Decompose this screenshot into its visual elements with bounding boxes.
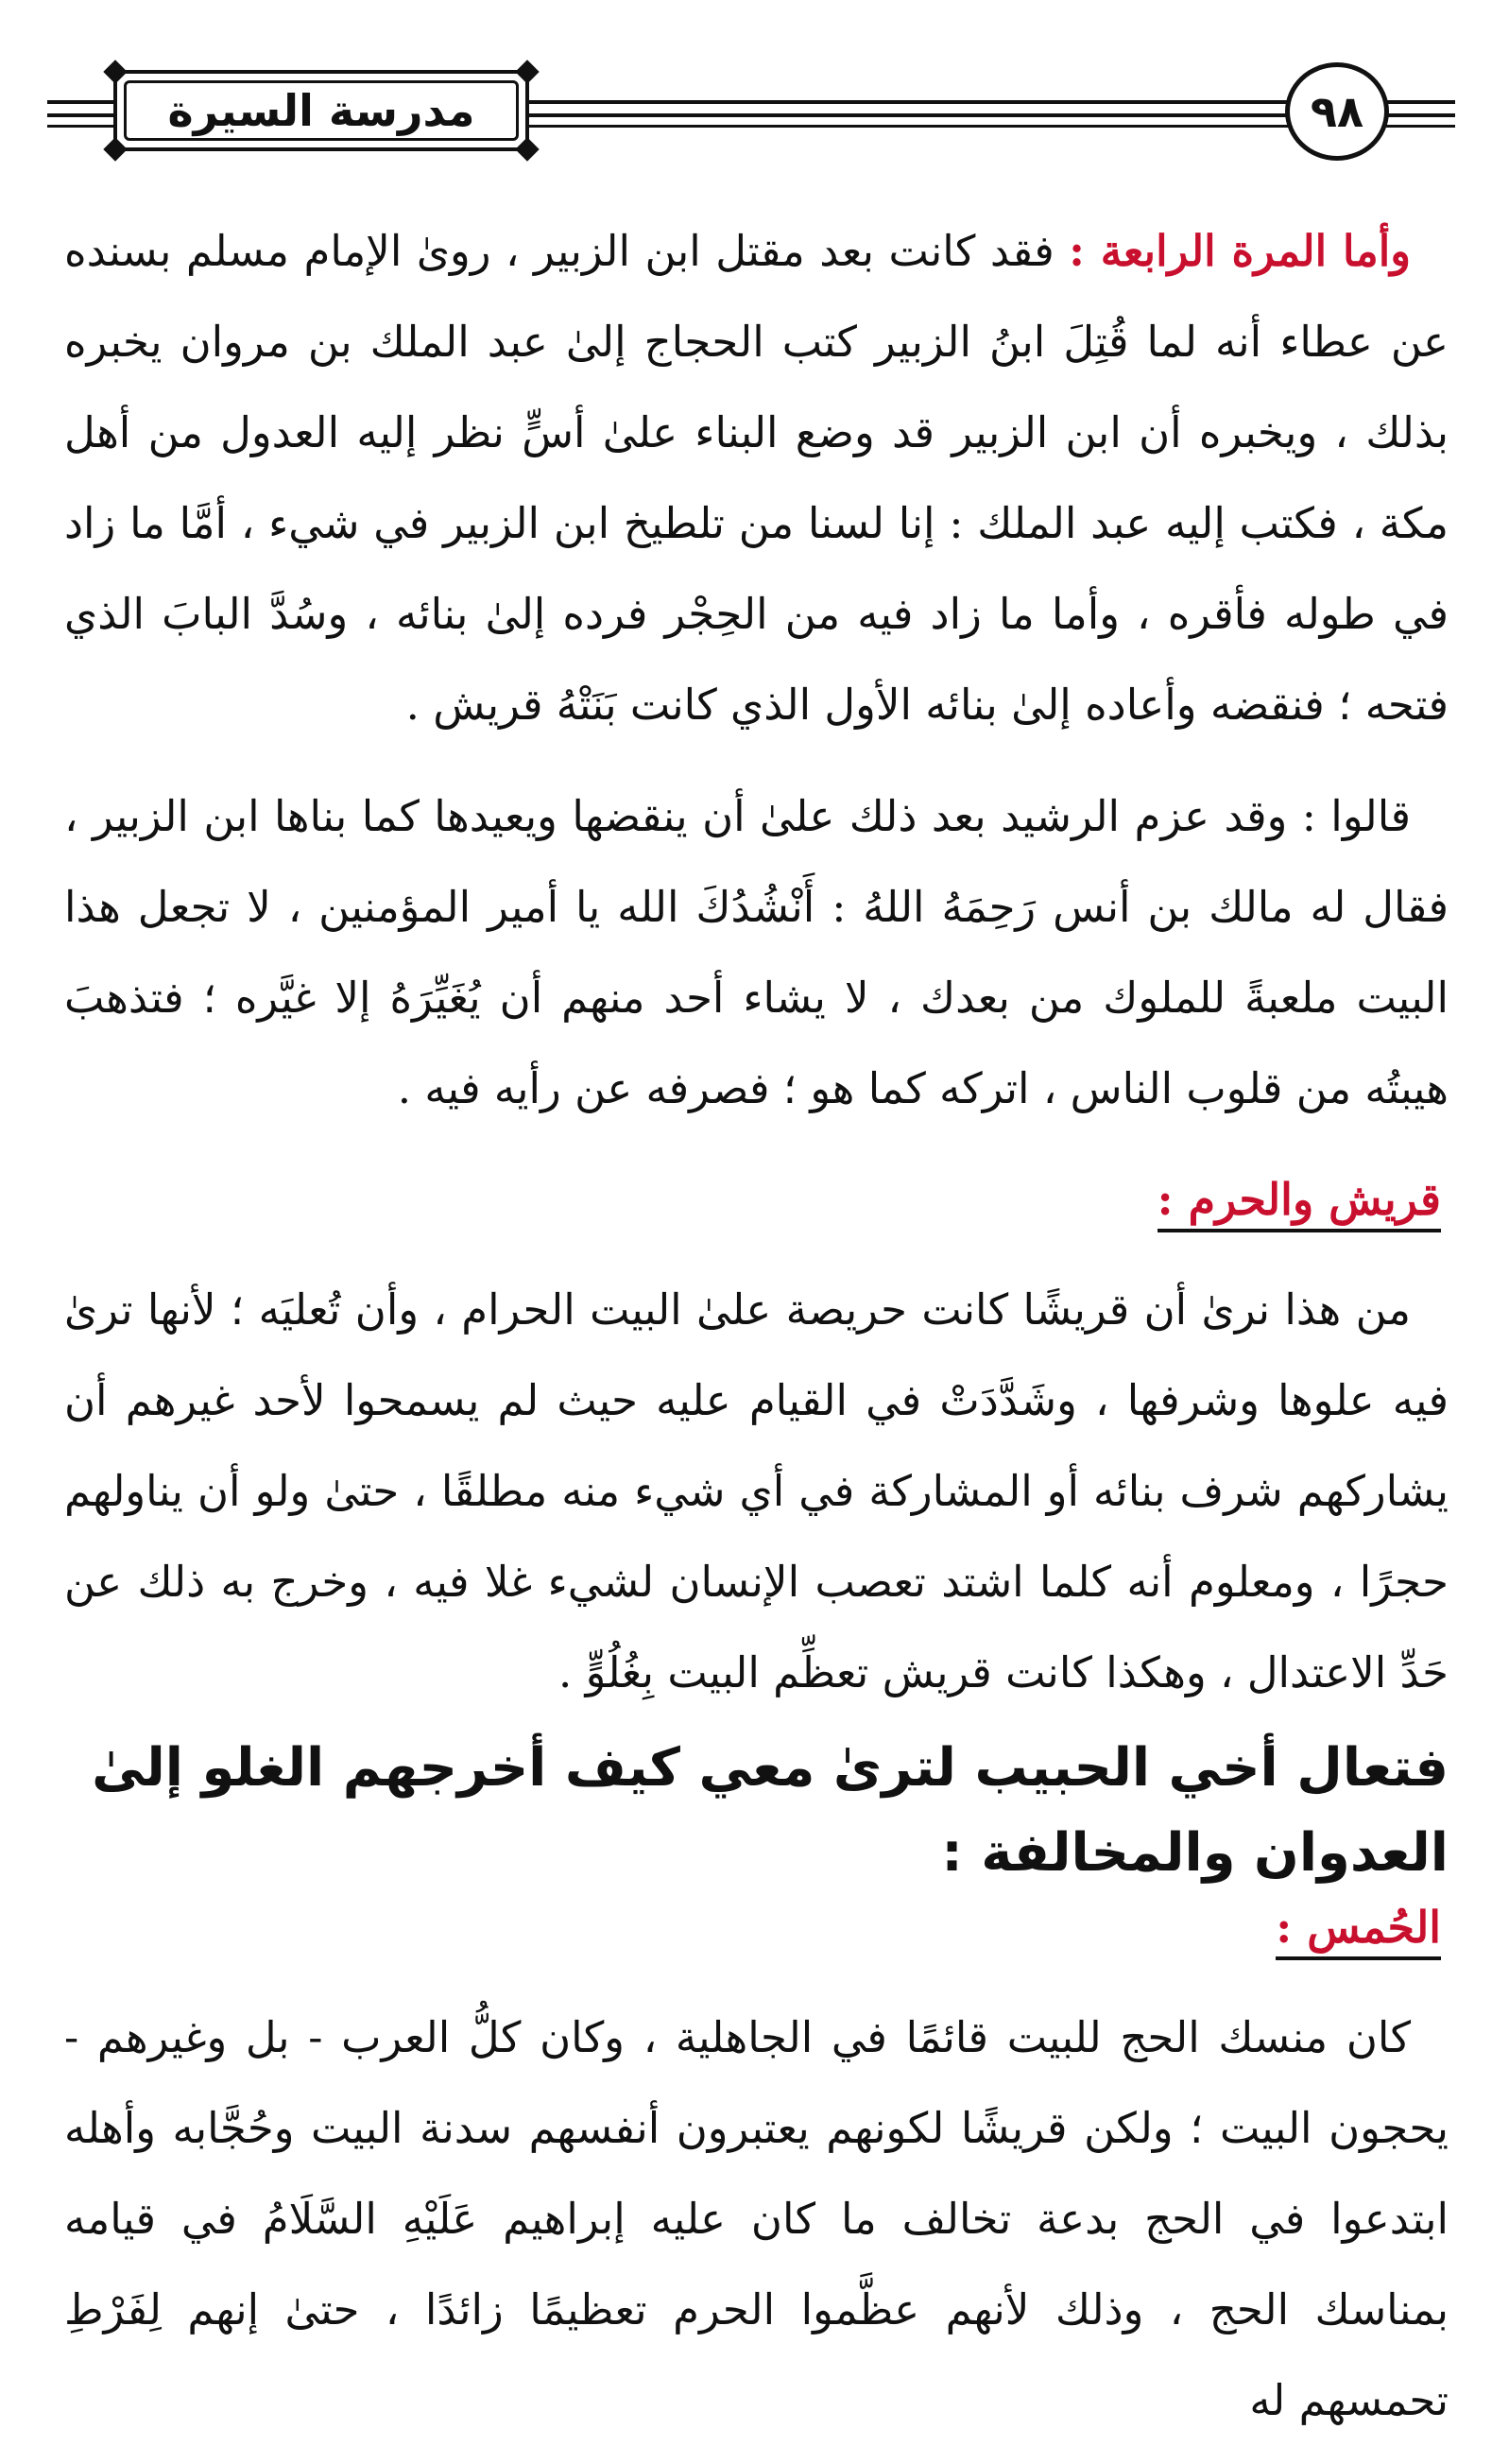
- book-title: مدرسة السيرة: [167, 85, 475, 136]
- main-heading: فتعال أخي الحبيب لترىٰ معي كيف أخرجهم الغلو إلىٰ العدوان والمخالفة :: [92, 1737, 1449, 1884]
- page-number: ٩٨: [1285, 62, 1389, 161]
- page-body: [64, 206, 1449, 2446]
- section-heading-quraysh: قريش والحرم :: [1157, 1174, 1441, 1232]
- paragraph-rashid: قالوا : وقد عزم الرشيد بعد ذلك علىٰ أن ينقضها ويعيدها كما بناها ابن الزبير ، فقال له مالك بن أنس رَحِمَهُ اللهُ : أَنْشُدُكَ الله يا أمير المؤمنين ، لا تجعل هذا البيت ملعبةً للملوك من بعدك ، لا يشاء أحد منهم أن يُغَيِّرَهُ إلا غيَّره ؛ فتذهبَ هيبتُه من قلوب الناس ، اتركه كما هو ؛ فصرفه عن رأيه فيه .: [64, 791, 1449, 1113]
- book-title-frame: [113, 70, 529, 151]
- ornament-icon: [515, 137, 539, 161]
- section-heading-hums: الحُمس :: [1276, 1902, 1441, 1960]
- ornament-icon: [103, 137, 127, 161]
- page-header: [47, 55, 1455, 168]
- ornament-icon: [515, 60, 539, 83]
- paragraph-text: فقد كانت بعد مقتل ابن الزبير ، روىٰ الإمام مسلم بسنده عن عطاء أنه لما قُتِلَ ابنُ الزبير كتب الحجاج إلىٰ عبد الملك بن مروان يخبره بذلك ، ويخبره أن ابن الزبير قد وضع البناء علىٰ أسٍّ نظر إليه العدول من أهل مكة ، فكتب إليه عبد الملك : إنا لسنا من تلطيخ ابن الزبير في شيء ، أمَّا ما زاد في طوله فأقره ، وأما ما زاد فيه من الحِجْر فرده إلىٰ بنائه ، وسُدَّ البابَ الذي فتحه ؛ فنقضه وأعاده إلىٰ بنائه الأول الذي كانت بَنَتْهُ قريش .: [64, 226, 1449, 730]
- paragraph-hums: كان منسك الحج للبيت قائمًا في الجاهلية ، وكان كلُّ العرب - بل وغيرهم - يحجون البيت ؛ ولكن قريشًا لكونهم يعتبرون أنفسهم سدنة البيت وحُجَّابه وأهله ابتدعوا في الحج بدعة تخالف ما كان عليه إبراهيم عَلَيْهِ السَّلَامُ في قيامه بمناسك الحج ، وذلك لأنهم عظَّموا الحرم تعظيمًا زائدًا ، حتىٰ إنهم لِفَرْطِ تحمسهم له: [64, 2012, 1449, 2425]
- paragraph-lead: وأما المرة الرابعة :: [1069, 226, 1411, 276]
- ornament-icon: [103, 60, 127, 83]
- paragraph-fourth-time: [64, 206, 1449, 750]
- paragraph-quraysh: من هذا نرىٰ أن قريشًا كانت حريصة علىٰ البيت الحرام ، وأن تُعليَه ؛ لأنها ترىٰ فيه علوها وشرفها ، وشَدَّدَتْ في القيام عليه حيث لم يسمحوا لأحد غيرهم أن يشاركهم شرف بنائه أو المشاركة في أي شيء منه مطلقًا ، حتىٰ ولو أن يناولهم حجرًا ، ومعلوم أنه كلما اشتد تعصب الإنسان لشيء غلا فيه ، وخرج به ذلك عن حَدِّ الاعتدال ، وهكذا كانت قريش تعظِّم البيت بِغُلُوٍّ .: [64, 1284, 1449, 1697]
